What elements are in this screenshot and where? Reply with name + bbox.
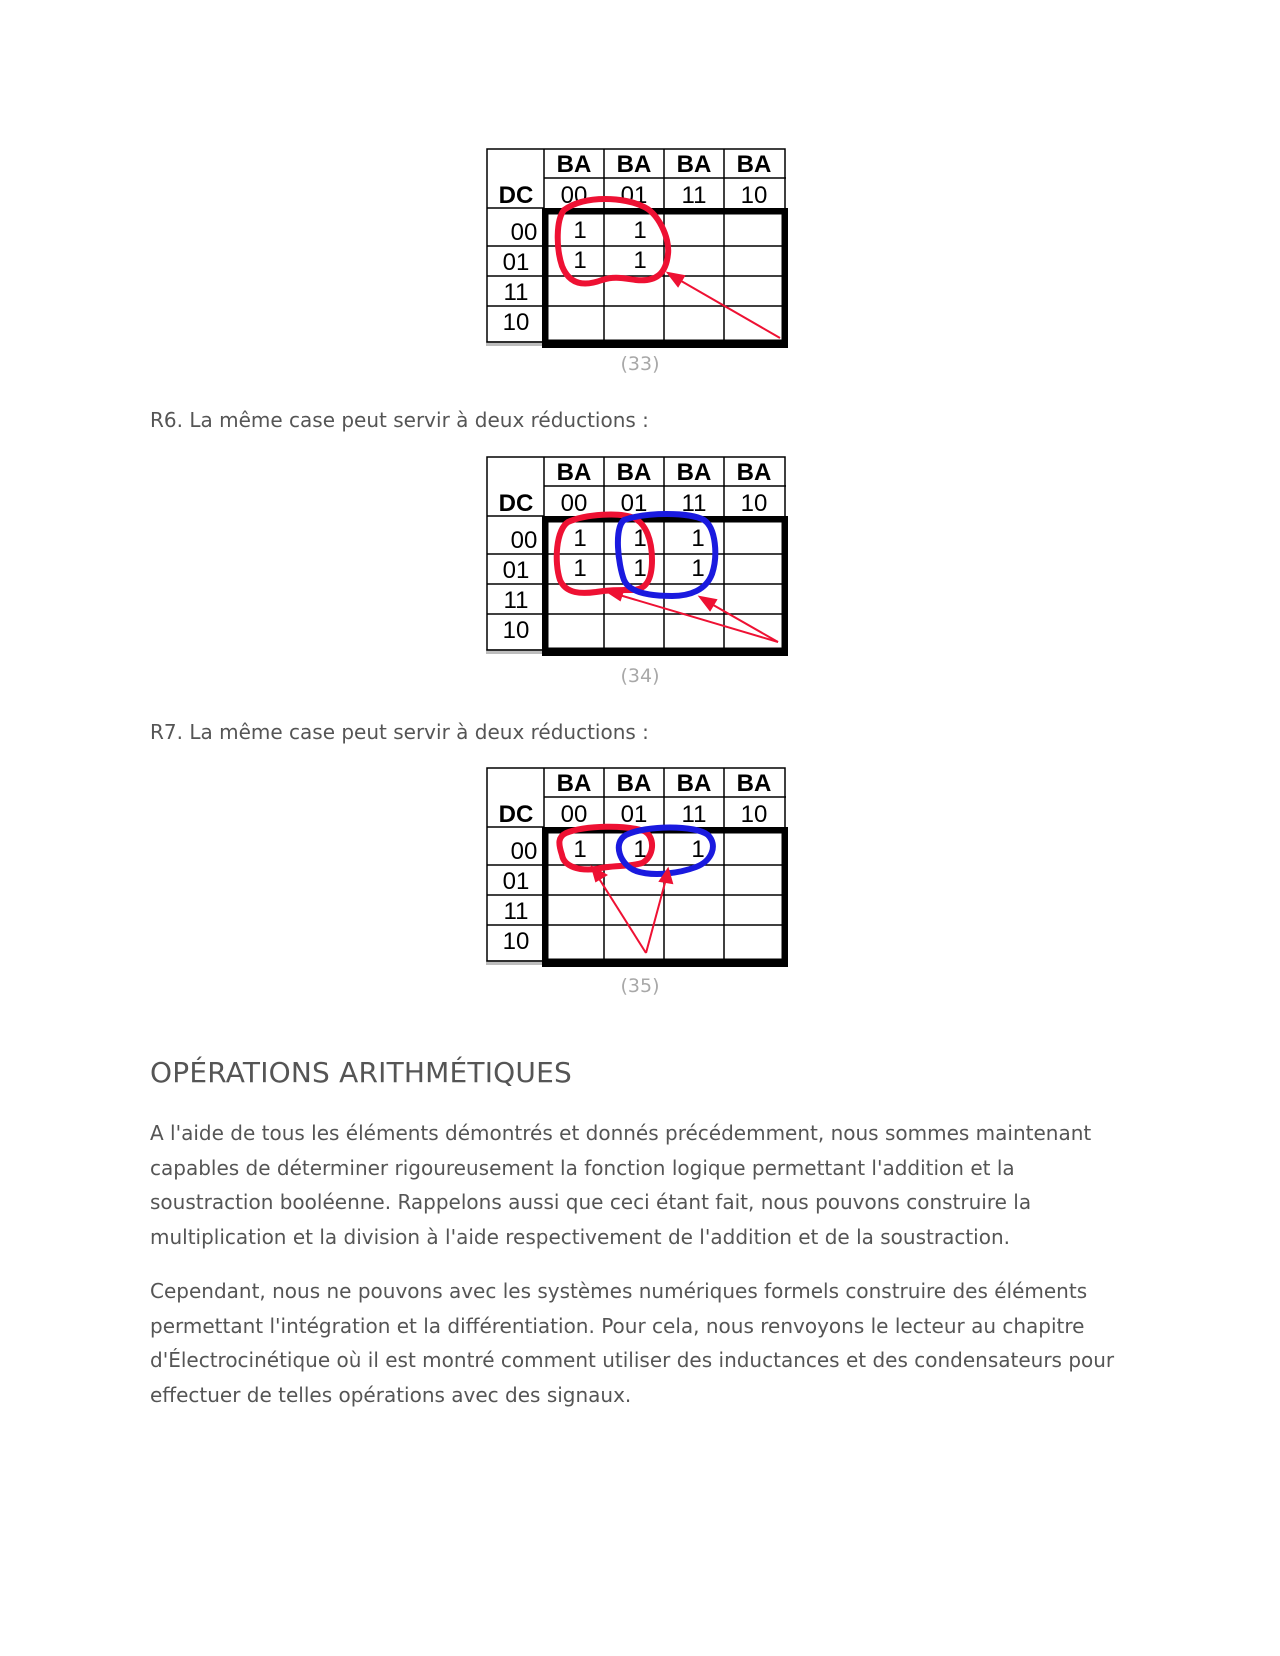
col-header: BA <box>736 151 772 178</box>
col-header: BA <box>556 459 592 486</box>
cell-value: 1 <box>633 836 647 863</box>
karnaugh-map-33 <box>486 148 788 348</box>
rule-r6: R6. La même case peut servir à deux réductions : <box>150 408 649 432</box>
col-header: BA <box>736 770 772 797</box>
cell-value: 1 <box>633 217 647 244</box>
cell-value: 1 <box>633 525 647 552</box>
cell-value: 1 <box>691 836 705 863</box>
cell-value: 1 <box>573 555 587 582</box>
col-code: 11 <box>681 490 707 517</box>
row-label: DC <box>498 801 534 828</box>
col-code: 10 <box>740 490 768 517</box>
col-code: 01 <box>620 182 648 209</box>
col-code: 10 <box>740 182 768 209</box>
kmap-grid <box>486 767 788 967</box>
row-code: 00 <box>510 219 538 246</box>
cell-value: 1 <box>573 525 587 552</box>
cell-value: 1 <box>573 247 587 274</box>
row-code: 01 <box>502 249 530 276</box>
row-code: 00 <box>510 527 538 554</box>
paragraph: A l'aide de tous les éléments démontrés et donnés précédemment, nous sommes maintenant capables de déterminer rigoureusement la fonction logique permettant l'addition et la soustraction booléenne. Rappelons aussi que ceci étant fait, nous pouvons construire la multiplication et la division à l'aide respectivement de l'addition et de la soustraction. <box>150 1121 1092 1249</box>
row-code: 11 <box>503 279 529 306</box>
col-header: BA <box>616 459 652 486</box>
karnaugh-map-35 <box>486 767 788 967</box>
col-header: BA <box>676 770 712 797</box>
kmap-grid <box>486 148 788 348</box>
rule-r7: R7. La même case peut servir à deux réductions : <box>150 720 649 744</box>
cell-value: 1 <box>573 217 587 244</box>
col-code: 11 <box>681 801 707 828</box>
row-code: 11 <box>503 898 529 925</box>
col-code: 01 <box>620 490 648 517</box>
paragraph: Cependant, nous ne pouvons avec les systèmes numériques formels construire des éléments permettant l'intégration et la différentiation. Pour cela, nous renvoyons le lecteur au chapitre d'Électrocinétique où il est montré comment utiliser des inductances et des condensateurs pour effectuer de telles opérations avec des signaux. <box>150 1279 1115 1407</box>
row-label: DC <box>498 490 534 517</box>
col-header: BA <box>736 459 772 486</box>
col-header: BA <box>616 151 652 178</box>
col-code: 11 <box>681 182 707 209</box>
kmap-grid <box>486 456 788 656</box>
col-header: BA <box>676 459 712 486</box>
cell-value: 1 <box>633 555 647 582</box>
col-code: 00 <box>560 490 588 517</box>
figure-caption-34: (34) <box>620 665 660 687</box>
col-code: 00 <box>560 182 588 209</box>
section-heading: OPÉRATIONS ARITHMÉTIQUES <box>150 1056 572 1089</box>
karnaugh-map-34 <box>486 456 788 656</box>
row-code: 10 <box>502 309 530 336</box>
row-code: 01 <box>502 557 530 584</box>
col-code: 10 <box>740 801 768 828</box>
row-code: 10 <box>502 928 530 955</box>
cell-value: 1 <box>691 555 705 582</box>
col-header: BA <box>616 770 652 797</box>
col-code: 00 <box>560 801 588 828</box>
cell-value: 1 <box>691 525 705 552</box>
cell-value: 1 <box>633 247 647 274</box>
col-header: BA <box>556 151 592 178</box>
col-code: 01 <box>620 801 648 828</box>
row-code: 01 <box>502 868 530 895</box>
figure-caption-35: (35) <box>620 975 660 997</box>
cell-value: 1 <box>573 836 587 863</box>
row-code: 10 <box>502 617 530 644</box>
figure-caption-33: (33) <box>620 353 660 375</box>
row-code: 00 <box>510 838 538 865</box>
col-header: BA <box>556 770 592 797</box>
row-code: 11 <box>503 587 529 614</box>
row-label: DC <box>498 182 534 209</box>
col-header: BA <box>676 151 712 178</box>
